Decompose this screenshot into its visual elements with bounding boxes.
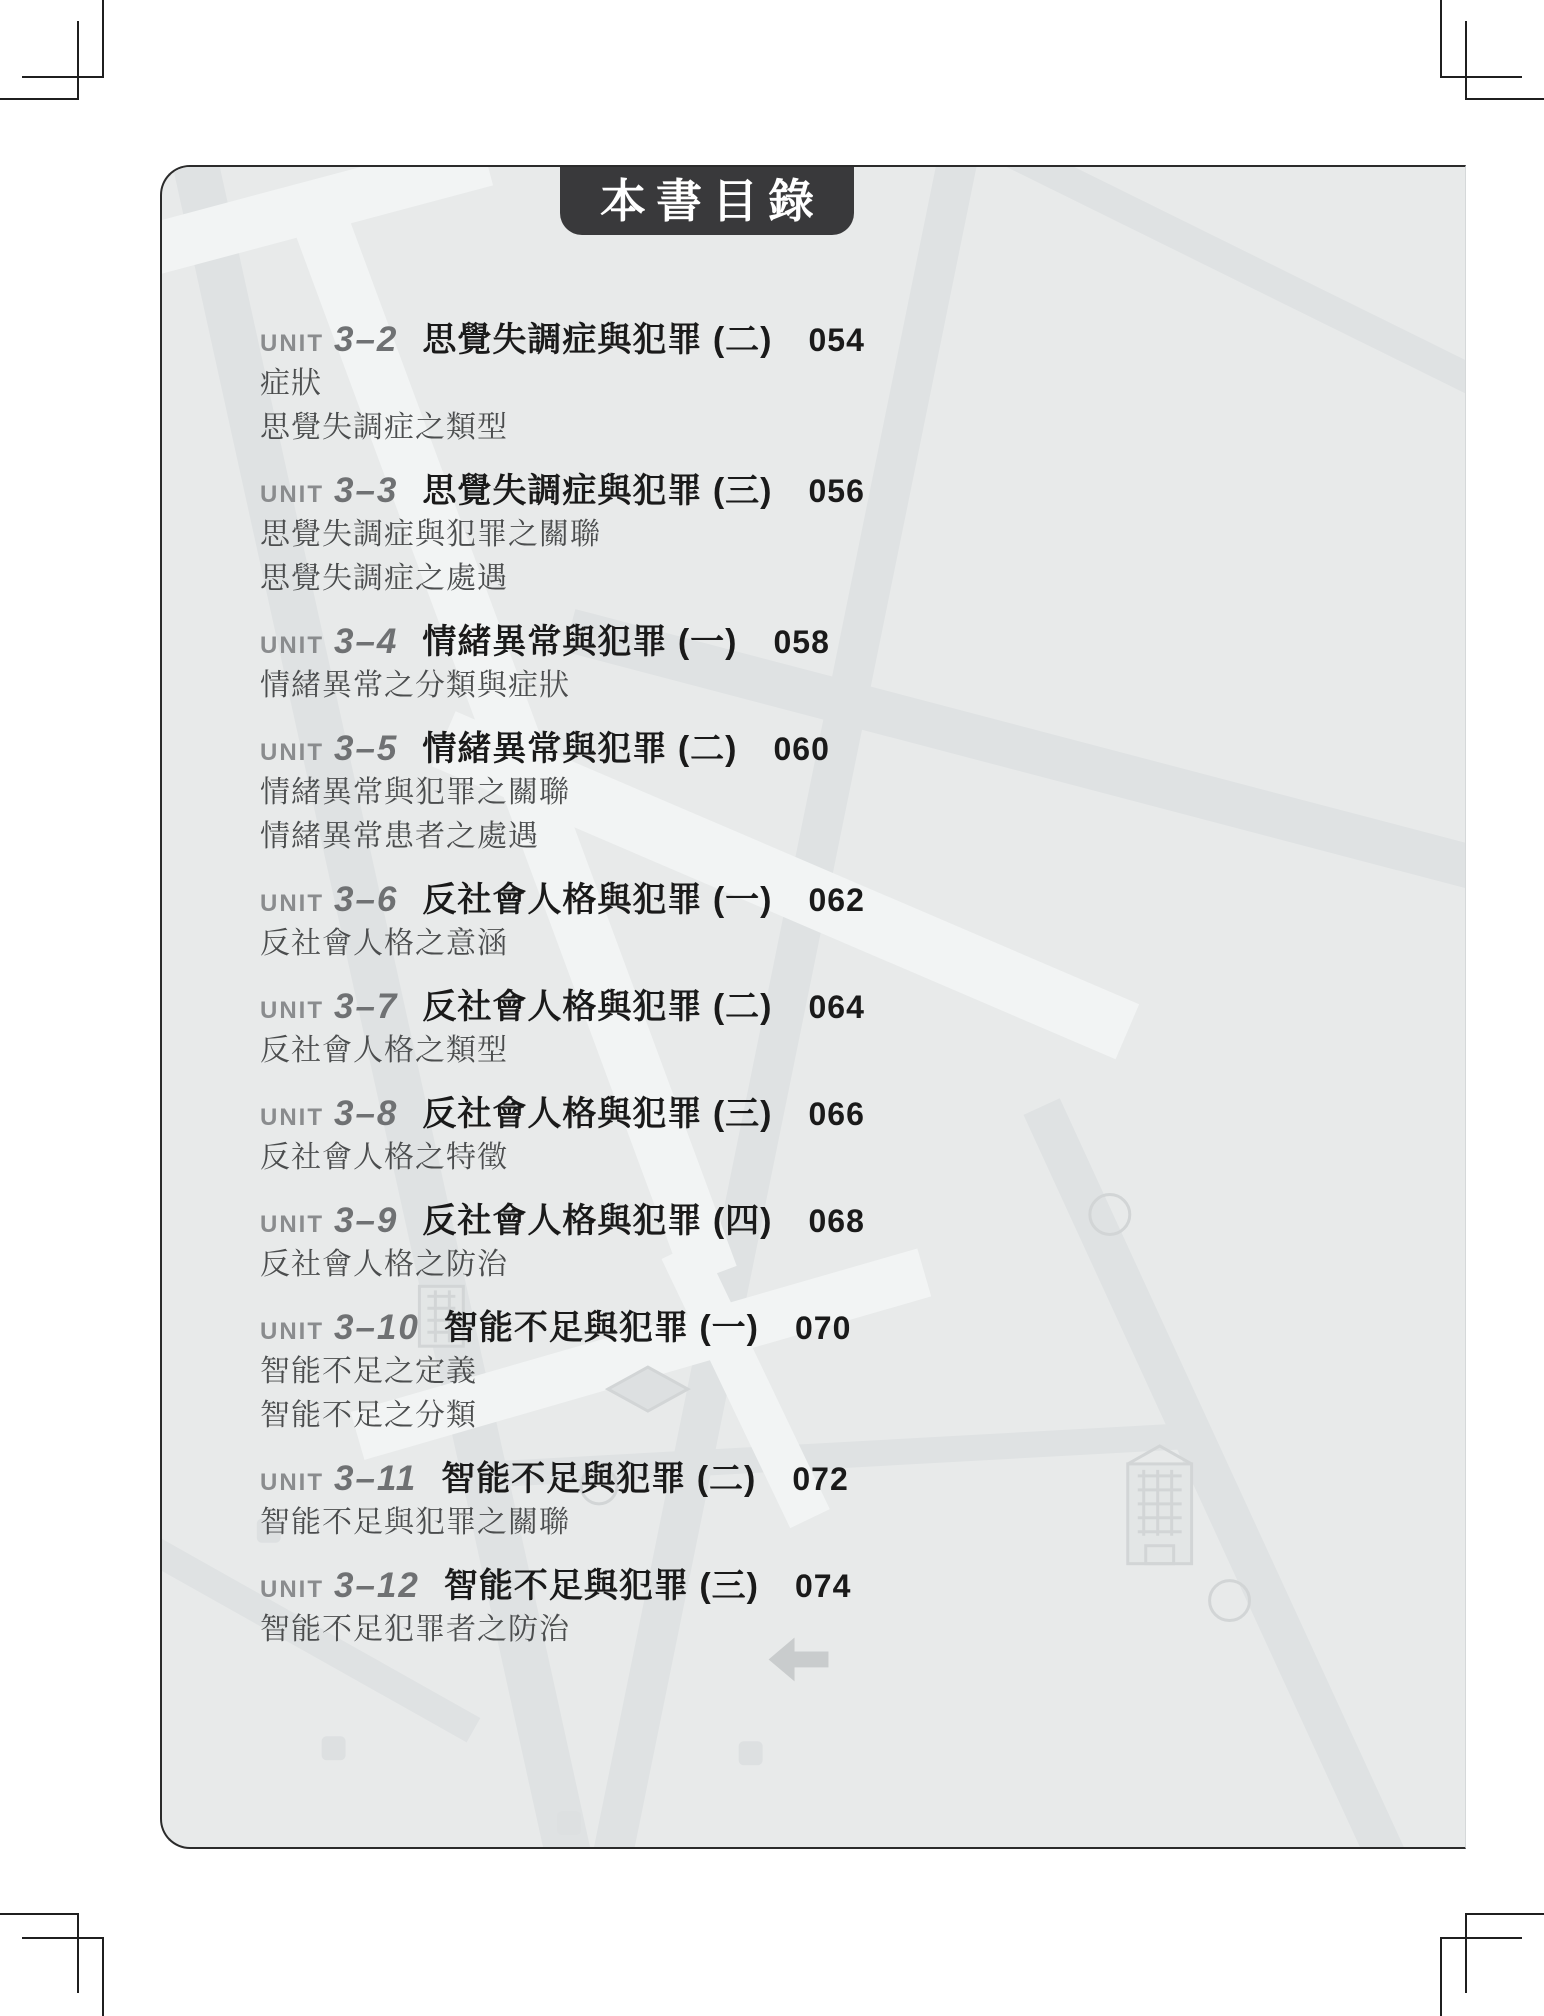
toc-subitem: 智能不足之分類 xyxy=(260,1399,477,1432)
toc-subitem: 思覺失調症與犯罪之關聯 xyxy=(260,518,601,551)
toc-entry-heading xyxy=(260,317,1410,362)
toc-subitem: 情緒異常與犯罪之關聯 xyxy=(260,776,570,809)
unit-page-number: 056 xyxy=(808,473,865,509)
toc-entry xyxy=(260,1563,1410,1652)
toc-entry-heading xyxy=(260,877,1410,922)
toc-subitem: 智能不足與犯罪之關聯 xyxy=(260,1506,570,1539)
toc-entry xyxy=(260,1091,1410,1180)
toc-entry xyxy=(260,1456,1410,1545)
toc-header-badge xyxy=(560,167,854,235)
toc-subitem: 反社會人格之特徵 xyxy=(260,1141,508,1174)
toc-entry-subitems xyxy=(260,771,1410,859)
unit-page-number: 068 xyxy=(808,1203,865,1239)
content-panel xyxy=(160,165,1466,1849)
toc-entry-heading xyxy=(260,468,1410,513)
unit-page-number: 066 xyxy=(808,1096,865,1132)
unit-title: 智能不足與犯罪 (一) xyxy=(443,1309,759,1347)
toc-entry-subitems xyxy=(260,1029,1410,1073)
toc-entry xyxy=(260,726,1410,859)
toc-entry-heading xyxy=(260,1198,1410,1243)
unit-label: UNIT xyxy=(260,330,324,357)
unit-page-number: 054 xyxy=(808,322,865,358)
toc-entry-subitems xyxy=(260,1608,1410,1652)
toc-subitem: 反社會人格之意涵 xyxy=(260,927,508,960)
toc-entry xyxy=(260,468,1410,601)
toc-entry-heading xyxy=(260,726,1410,771)
unit-page-number: 058 xyxy=(773,624,830,660)
unit-label: UNIT xyxy=(260,890,324,917)
toc-entry-heading xyxy=(260,1563,1410,1608)
toc-subitem: 情緒異常患者之處遇 xyxy=(260,820,539,853)
toc-subitem: 反社會人格之防治 xyxy=(260,1248,508,1281)
unit-page-number: 062 xyxy=(808,882,865,918)
unit-page-number: 064 xyxy=(808,989,865,1025)
unit-label: UNIT xyxy=(260,997,324,1024)
toc-subitem: 思覺失調症之類型 xyxy=(260,411,508,444)
unit-number: 3–2 xyxy=(334,320,399,359)
toc-entry-subitems xyxy=(260,1501,1410,1545)
unit-label: UNIT xyxy=(260,739,324,766)
unit-label: UNIT xyxy=(260,1104,324,1131)
toc-subitem: 症狀 xyxy=(260,367,322,400)
toc-entry-heading xyxy=(260,619,1410,664)
toc-entry-subitems xyxy=(260,513,1410,601)
unit-label: UNIT xyxy=(260,481,324,508)
toc-subitem: 智能不足犯罪者之防治 xyxy=(260,1613,570,1646)
unit-number: 3–8 xyxy=(334,1094,399,1133)
unit-title: 思覺失調症與犯罪 (二) xyxy=(422,321,773,359)
unit-title: 反社會人格與犯罪 (一) xyxy=(422,881,773,919)
toc-list xyxy=(260,317,1410,1670)
unit-label: UNIT xyxy=(260,1469,324,1496)
toc-entry xyxy=(260,1198,1410,1287)
toc-subitem: 情緒異常之分類與症狀 xyxy=(260,669,570,702)
unit-title: 反社會人格與犯罪 (四) xyxy=(422,1202,773,1240)
unit-title: 情緒異常與犯罪 (一) xyxy=(422,623,738,661)
unit-page-number: 072 xyxy=(792,1461,849,1497)
unit-number: 3–7 xyxy=(334,987,399,1026)
toc-entry-subitems xyxy=(260,922,1410,966)
unit-number: 3–12 xyxy=(334,1566,420,1605)
toc-entry-heading xyxy=(260,984,1410,1029)
unit-title: 思覺失調症與犯罪 (三) xyxy=(422,472,773,510)
unit-label: UNIT xyxy=(260,1211,324,1238)
unit-number: 3–3 xyxy=(334,471,399,510)
toc-header-title: 本書目錄 xyxy=(600,175,824,227)
unit-number: 3–4 xyxy=(334,622,399,661)
toc-entry-heading xyxy=(260,1091,1410,1136)
unit-page-number: 070 xyxy=(794,1310,852,1346)
toc-entry-subitems xyxy=(260,1136,1410,1180)
toc-entry-heading xyxy=(260,1456,1410,1501)
unit-title: 情緒異常與犯罪 (二) xyxy=(422,730,738,768)
unit-number: 3–11 xyxy=(334,1459,418,1498)
unit-title: 反社會人格與犯罪 (三) xyxy=(422,1095,773,1133)
toc-subitem: 思覺失調症之處遇 xyxy=(260,562,508,595)
unit-page-number: 060 xyxy=(773,731,830,767)
unit-page-number: 074 xyxy=(794,1568,852,1604)
unit-label: UNIT xyxy=(260,1318,324,1345)
unit-label: UNIT xyxy=(260,1576,324,1603)
unit-number: 3–5 xyxy=(334,729,399,768)
toc-subitem: 反社會人格之類型 xyxy=(260,1034,508,1067)
toc-entry xyxy=(260,619,1410,708)
toc-entry xyxy=(260,317,1410,450)
toc-entry-subitems xyxy=(260,1243,1410,1287)
unit-title: 智能不足與犯罪 (二) xyxy=(441,1460,757,1498)
unit-title: 智能不足與犯罪 (三) xyxy=(443,1567,759,1605)
toc-subitem: 智能不足之定義 xyxy=(260,1355,477,1388)
unit-number: 3–10 xyxy=(334,1308,420,1347)
toc-entry-heading xyxy=(260,1305,1410,1350)
unit-title: 反社會人格與犯罪 (二) xyxy=(422,988,773,1026)
toc-entry xyxy=(260,984,1410,1073)
toc-entry xyxy=(260,877,1410,966)
unit-number: 3–6 xyxy=(334,880,399,919)
unit-label: UNIT xyxy=(260,632,324,659)
toc-entry xyxy=(260,1305,1410,1438)
toc-entry-subitems xyxy=(260,664,1410,708)
toc-entry-subitems xyxy=(260,362,1410,450)
unit-number: 3–9 xyxy=(334,1201,399,1240)
toc-entry-subitems xyxy=(260,1350,1410,1438)
